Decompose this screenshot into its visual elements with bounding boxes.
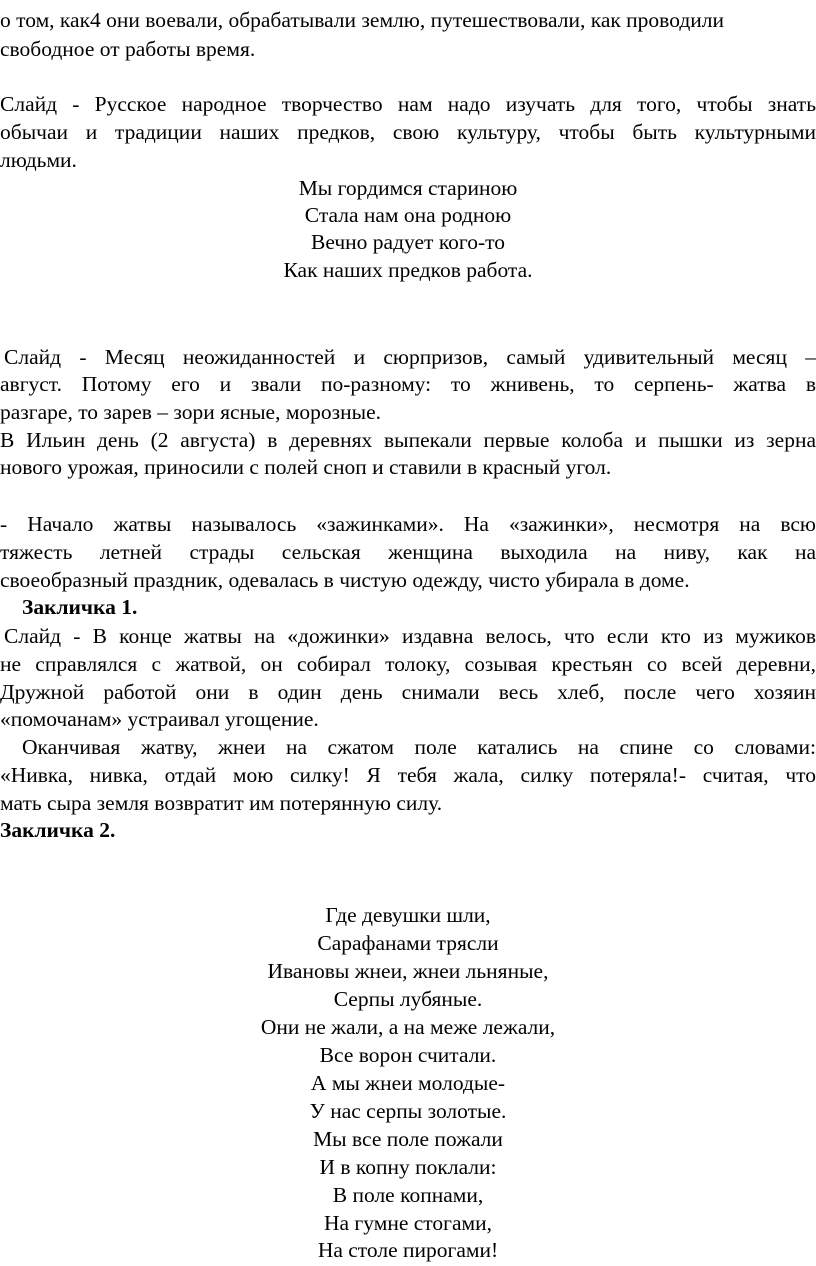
slide2-line-5: нового урожая, приносили с полей сноп и ставили в красный угол. — [0, 455, 612, 479]
poem2-line: Ивановы жнеи, жнеи льняные, — [267, 959, 549, 983]
poem2-line: Они не жали, а на меже лежали, — [260, 1015, 556, 1039]
zaklichka-2-heading: Закличка 2. — [0, 818, 116, 842]
slide2-line-4: В Ильин день (2 августа) в деревнях выпекали первые колоба и пышки из зерна — [0, 428, 816, 452]
poem2-line: У нас серпы золотые. — [309, 1099, 507, 1123]
poem2-line: И в копну поклали: — [319, 1155, 497, 1179]
intro-line-2: свободное от работы время. — [0, 37, 256, 61]
poem1-line: Стала нам она родною — [304, 203, 512, 227]
slide3-line-3: Дружной работой они в один день снимали весь хлеб, после чего хозяин — [0, 680, 816, 704]
ending-line-1: Оканчивая жатву, жнеи на сжатом поле катались на спине со словами: — [22, 735, 816, 759]
zazhinki-line-1: - Начало жатвы называлось «зажинками». На «зажинки», несмотря на всю — [0, 512, 816, 536]
poem2-line: На столе пирогами! — [317, 1238, 499, 1262]
ending-line-2: «Нивка, нивка, отдай мою силку! Я тебя жала, силку потеряла!- считая, что — [0, 763, 816, 787]
slide2-line-3: разгаре, то зарев – зори ясные, морозные. — [0, 400, 382, 424]
slide3-line-1: Слайд - В конце жатвы на «дожинки» издавна велось, что если кто из мужиков — [4, 624, 816, 648]
poem1-line: Вечно радует кого-то — [311, 230, 505, 254]
poem2-line: А мы жнеи молодые- — [310, 1071, 506, 1095]
zazhinki-line-3: своеобразный праздник, одевалась в чистую одежду, чисто убирала в доме. — [0, 568, 690, 592]
poem2-line: В поле копнами, — [332, 1183, 484, 1207]
slide2-line-2: август. Потому его и звали по-разному: то жнивень, то серпень- жатва в — [0, 372, 816, 396]
slide1-line-2: обычаи и традиции наших предков, свою культуру, чтобы быть культурными — [0, 120, 816, 144]
zaklichka-1-heading: Закличка 1. — [22, 595, 138, 619]
slide3-line-4: «помочанам» устраивал угощение. — [0, 707, 319, 731]
poem2-line: Сарафанами трясли — [317, 931, 499, 955]
poem2-line: Где девушки шли, — [325, 903, 491, 927]
slide1-line-1: Слайд - Русское народное творчество нам надо изучать для того, чтобы знать — [0, 92, 816, 116]
slide3-line-2: не справлялся с жатвой, он собирал толоку, созывая крестьян со всей деревни, — [0, 652, 816, 676]
poem2-line: Все ворон считали. — [319, 1043, 497, 1067]
poem2-line: На гумне стогами, — [323, 1211, 492, 1235]
poem2-line: Мы все поле пожали — [313, 1127, 503, 1151]
ending-line-3: мать сыра земля возвратит им потерянную силу. — [0, 791, 443, 815]
slide2-line-1: Слайд - Месяц неожиданностей и сюрпризов, самый удивительный месяц – — [4, 345, 816, 369]
poem1-line: Как наших предков работа. — [283, 258, 533, 282]
zazhinki-line-2: тяжесть летней страды сельская женщина выходила на ниву, как на — [0, 540, 816, 564]
intro-line-1: о том, как4 они воевали, обрабатывали землю, путешествовали, как проводили — [0, 8, 724, 32]
poem2-line: Серпы лубяные. — [333, 987, 483, 1011]
slide1-line-3: людьми. — [0, 148, 77, 172]
poem1-line: Мы гордимся стариною — [298, 176, 518, 200]
